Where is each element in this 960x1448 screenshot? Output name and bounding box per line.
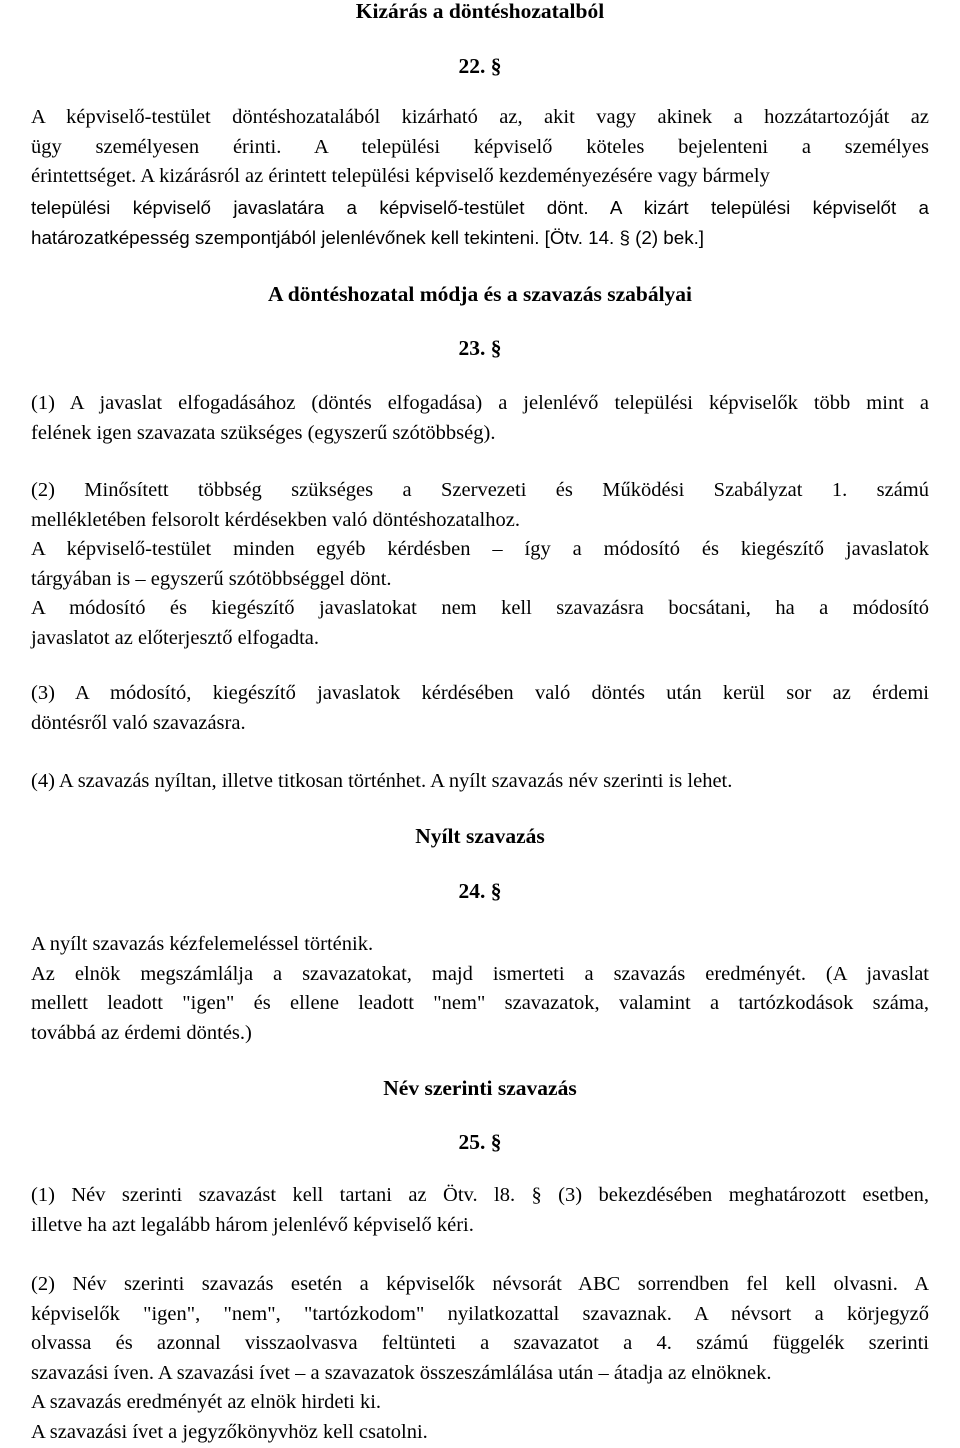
section-25-paragraph-2 — [31, 1270, 929, 1447]
section-25-paragraph-1 — [31, 1181, 929, 1240]
text-line: ügy személyesen érinti. A települési képviselő köteles bejelenteni a személyes — [31, 135, 929, 158]
section-22-title: Kizárás a döntéshozatalból — [355, 0, 605, 23]
text-line: A nyílt szavazás kézfelemeléssel történik. — [31, 933, 374, 955]
text-line: illetve ha azt legalább három jelenlévő képviselő kéri. — [31, 1213, 474, 1236]
text-line: továbbá az érdemi döntés.) — [31, 1021, 252, 1044]
text-line: A képviselő-testület minden egyéb kérdésben – így a módosító és kiegészítő javaslatok — [31, 538, 929, 560]
text-line: felének igen szavazata szükséges (egyszerű szótöbbség). — [31, 421, 496, 444]
text-line: (1) Név szerinti szavazást kell tartani az Ötv. l8. § (3) bekezdésében meghatározott esetben, — [31, 1184, 929, 1206]
section-23-title: A döntéshozatal módja és a szavazás szabályai — [267, 282, 693, 306]
text-line: A képviselő-testület döntéshozatalából kizárható az, akit vagy akinek a hozzátartozóját az — [31, 106, 929, 128]
section-23-number: 23. § — [458, 336, 502, 360]
text-line: javaslatot az előterjesztő elfogadta. — [31, 626, 320, 649]
section-25-title: Név szerinti szavazás — [383, 1076, 577, 1100]
text-line: (2) Minősített többség szükséges a Szervezeti és Működési Szabályzat 1. számú — [31, 479, 929, 501]
text-line: A szavazási ívet a jegyzőkönyvhöz kell csatolni. — [31, 1420, 428, 1443]
section-24-number: 24. § — [458, 879, 502, 903]
section-25-number: 25. § — [458, 1130, 502, 1154]
section-23-paragraph-4 — [31, 767, 929, 797]
text-line: (3) A módosító, kiegészítő javaslatok kérdésében való döntés után kerül sor az érdemi — [31, 682, 929, 704]
text-line: határozatképesség szempontjából jelenlévőnek kell tekinteni. [Ötv. 14. § (2) bek.] — [31, 226, 705, 248]
text-line: képviselők "igen", "nem", "tartózkodom" nyilatkozattal szavaznak. A névsort a körjegyző — [31, 1302, 929, 1325]
text-line: érintettséget. A kizárásról az érintett települési képviselő kezdeményezésére vagy bármely — [31, 165, 770, 187]
text-line: mellett leadott "igen" és ellene leadott "nem" szavazatok, valamint a tartózkodások száma, — [31, 992, 929, 1014]
section-23-paragraph-3 — [31, 679, 929, 738]
text-line: A módosító és kiegészítő javaslatokat nem kell szavazásra bocsátani, ha a módosító — [31, 597, 929, 619]
text-line: (2) Név szerinti szavazás esetén a képviselők névsorát ABC sorrendben fel kell olvasni. A — [31, 1273, 929, 1295]
text-line: olvassa és azonnal visszaolvasva feltünteti a szavazatot a 4. számú függelék szerinti — [31, 1332, 929, 1354]
text-line: (4) A szavazás nyíltan, illetve titkosan történhet. A nyílt szavazás név szerinti is lehet. — [31, 770, 733, 792]
section-22-number: 22. § — [458, 54, 502, 78]
text-line: döntésről való szavazásra. — [31, 711, 246, 734]
section-22-paragraph-continued — [31, 193, 929, 252]
section-24-paragraph — [31, 930, 929, 1048]
text-line: mellékletében felsorolt kérdésekben való döntéshozatalhoz. — [31, 508, 520, 531]
text-line: A szavazás eredményét az elnök hirdeti ki. — [31, 1391, 382, 1413]
section-24-title: Nyílt szavazás — [415, 824, 545, 848]
text-line: települési képviselő javaslatára a képviselő-testület dönt. A kizárt települési képviselőt a — [31, 197, 929, 218]
section-23-paragraph-2 — [31, 476, 929, 653]
text-line: szavazási íven. A szavazási ívet – a szavazatok összeszámlálása után – átadja az elnöknek. — [31, 1361, 772, 1384]
text-line: tárgyában is – egyszerű szótöbbséggel dönt. — [31, 567, 392, 590]
text-line: (1) A javaslat elfogadásához (döntés elfogadása) a jelenlévő települési képviselők több mint a — [31, 392, 929, 414]
section-22-paragraph — [31, 103, 929, 192]
text-line: Az elnök megszámlálja a szavazatokat, majd ismerteti a szavazás eredményét. (A javaslat — [31, 962, 929, 985]
section-23-paragraph-1 — [31, 389, 929, 448]
